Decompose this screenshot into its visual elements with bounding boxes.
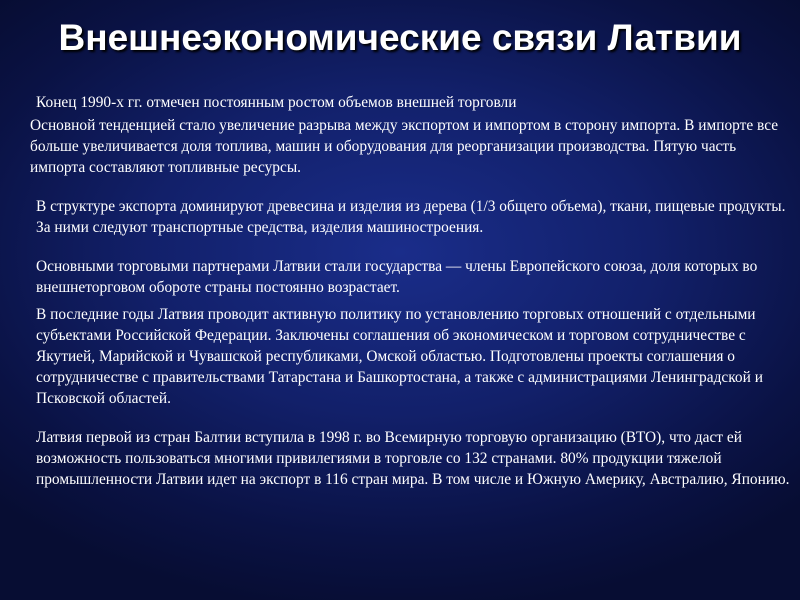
paragraph-eu-partners: Основными торговыми партнерами Латвии стали государства — члены Европейского союза, доля которых во внешнеторговом обороте страны постоянно возрастает. bbox=[36, 258, 758, 296]
slide-body bbox=[30, 92, 790, 490]
paragraph-wto-membership: Латвия первой из стран Балтии вступила в 1998 г. во Всемирную торговую организацию (ВТО), что даст ей возможность пользоваться многими привилегиями в торговле со 132 странами. 80% продукции тяжелой промышленности Латвии идет на экспорт в 116 стран мира. В том числе и Южную Америку, Австралию, Японию. bbox=[36, 429, 790, 488]
paragraph-trade-growth: Конец 1990-х гг. отмечен постоянным ростом объемов внешней торговли bbox=[36, 94, 517, 111]
paragraph-import-trend: Основной тенденцией стало увеличение разрыва между экспортом и импортом в сторону импорта. В импорте все больше увеличивается доля топлива, машин и оборудования для реорганизации производства. Пятую часть импорта составляют топливные ресурсы. bbox=[30, 117, 779, 176]
slide-title: Внешнеэкономические связи Латвии bbox=[58, 17, 742, 58]
paragraph-export-structure: В структуре экспорта доминируют древесина и изделия из дерева (1/3 общего объема), ткани, пищевые продукты. За ними следуют транспортные средства, изделия машиностроения. bbox=[36, 198, 786, 236]
paragraph-russia-relations: В последние годы Латвия проводит активную политику по установлению торговых отношений с отдельными субъектами Российской Федерации. Заключены соглашения об экономическом и торговом сотрудничестве с Якутией, Марийской и Чувашской республиками, Омской областью. Подготовлены проекты соглашения о сотрудничестве с правительствами Татарстана и Башкортостана, а также с администрациями Ленинградской и Псковской областей. bbox=[36, 306, 763, 407]
